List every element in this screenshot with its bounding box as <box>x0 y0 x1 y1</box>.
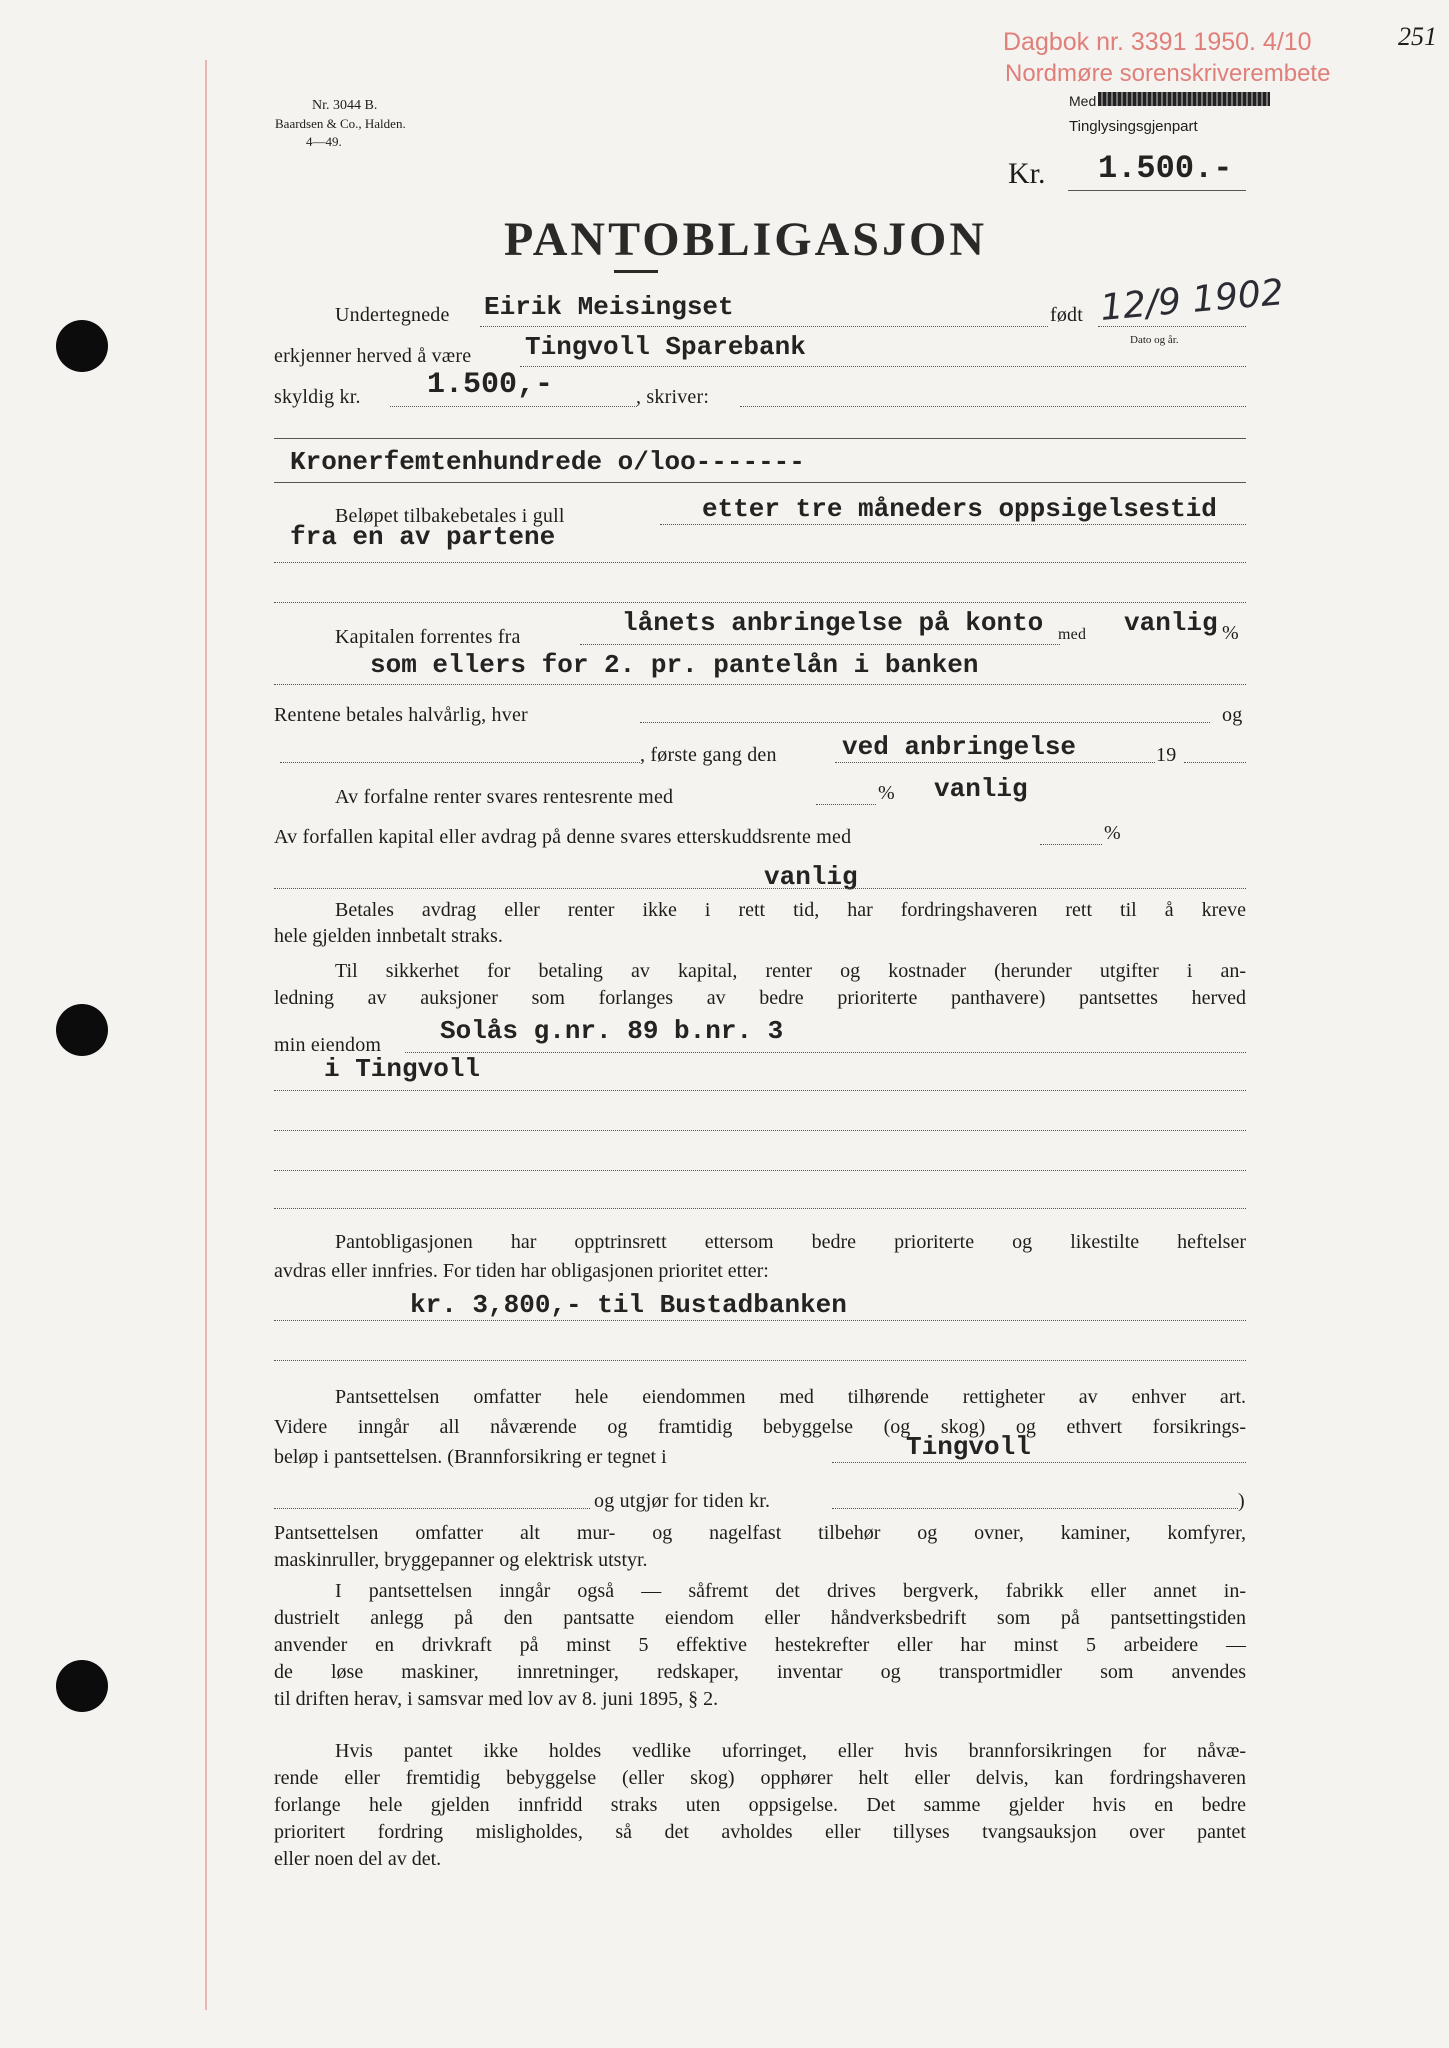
owe-label: skyldig kr. <box>274 386 361 408</box>
punch-hole <box>56 320 108 372</box>
text-line: Betales avdrag eller renter ikke i rett tid, har fordringshaveren rett til å kreve <box>335 899 1246 921</box>
repay-label: Beløpet tilbakebetales i gull <box>335 505 565 527</box>
kr-label: Kr. <box>1008 157 1046 190</box>
text-line: anvender en drivkraft på minst 5 effektive hestekrefter eller har minst 5 arbeidere — <box>274 1634 1246 1656</box>
field-line <box>1184 762 1246 763</box>
field-line <box>580 644 1060 645</box>
text-line: Til sikkerhet for betaling av kapital, renter og kostnader (herunder utgifter i an- <box>335 960 1246 982</box>
document-title: PANTOBLIGASJON <box>504 213 987 266</box>
journal-stamp: Dagbok nr. 3391 1950. 4/10 <box>1003 28 1312 56</box>
field-line <box>274 1320 1246 1321</box>
field-line <box>274 1170 1246 1171</box>
percent-sign: % <box>1222 622 1239 644</box>
text-line: maskinruller, bryggepanner og elektrisk utstyr. <box>274 1549 648 1571</box>
born-label: født <box>1050 304 1084 326</box>
overdue-interest-value: vanlig <box>934 774 1028 804</box>
first-time-label: , første gang den <box>640 744 777 766</box>
page-number: 251 <box>1398 22 1437 51</box>
interest-note: som ellers for 2. pr. pantelån i banken <box>370 650 979 680</box>
insurance-value-label: og utgjør for tiden kr. <box>594 1490 771 1512</box>
printer-date: 4—49. <box>306 134 342 149</box>
text-line: til driften herav, i samsvar med lov av 8. juni 1895, § 2. <box>274 1688 719 1710</box>
text-line: Pantsettelsen omfatter hele eiendommen med tilhørende rettigheter av enhver art. <box>335 1386 1246 1408</box>
field-line <box>274 684 1246 685</box>
field-line <box>274 438 1246 439</box>
security-clause <box>274 958 1246 1012</box>
half-yearly-label: Rentene betales halvårlig, hver <box>274 704 528 726</box>
includes-clause <box>274 1382 1246 1472</box>
property-municipality: i Tingvoll <box>324 1054 481 1084</box>
field-line <box>274 888 1246 889</box>
text-line: eller noen del av det. <box>274 1848 442 1870</box>
og-label: og <box>1222 704 1243 726</box>
field-line <box>660 524 1246 525</box>
text-line: rende eller fremtidig bebyggelse (eller skog) opphører helt eller delvis, kan fordringshaveren <box>274 1767 1246 1789</box>
field-line <box>835 762 1155 763</box>
field-line <box>274 1090 1246 1091</box>
year-prefix: 19 <box>1156 744 1177 766</box>
date-caption: Dato og år. <box>1130 334 1179 346</box>
overdue-capital-value: vanlig <box>764 862 858 892</box>
field-line <box>832 1508 1238 1509</box>
printer-name: Baardsen & Co., Halden. <box>275 116 406 131</box>
text-line: de løse maskiner, innretninger, redskaper, inventar og transportmidler som anvendes <box>274 1661 1246 1683</box>
property-label: min eiendom <box>274 1034 382 1056</box>
priority-value: kr. 3,800,- til Bustadbanken <box>410 1290 847 1320</box>
form-number: Nr. 3044 B. <box>312 98 378 113</box>
late-payment-clause <box>274 897 1246 949</box>
interest-from-value: lånets anbringelse på konto <box>622 608 1044 638</box>
repay-terms: etter tre måneders oppsigelsestid <box>702 494 1217 524</box>
text-line: ledning av auksjoner som forlanges av bedre prioriterte panthavere) pantsettes herved <box>274 987 1246 1009</box>
header-amount: 1.500.- <box>1098 150 1233 187</box>
field-line <box>832 1462 1246 1463</box>
debtor-name: Eirik Meisingset <box>484 292 734 322</box>
text-line: dustrielt anlegg på den pantsatte eiendom eller håndverksbedrift som på pantsettingstiden <box>274 1607 1246 1629</box>
copy-label: Tinglysingsgjenpart <box>1069 118 1198 135</box>
margin-rule <box>205 60 207 2010</box>
owe-amount: 1.500,- <box>427 368 554 402</box>
insurance-company: Tingvoll <box>906 1432 1031 1462</box>
field-line <box>390 406 637 407</box>
text-line: Pantobligasjonen har opptrinsrett ettersom bedre prioriterte og likestilte heftelser <box>335 1231 1246 1253</box>
acknowledge-label: erkjenner herved å være <box>274 345 472 367</box>
field-line <box>274 1508 590 1509</box>
property-value: Solås g.nr. 89 b.nr. 3 <box>440 1016 784 1046</box>
creditor-name: Tingvoll Sparebank <box>525 332 806 362</box>
fixtures-clause <box>274 1520 1246 1574</box>
text-line: avdras eller innfries. For tiden har obligasjonen prioritet etter: <box>274 1260 769 1282</box>
field-line <box>520 366 1246 367</box>
field-line <box>740 406 1246 407</box>
interest-from-label: Kapitalen forrentes fra <box>335 626 521 648</box>
amount-in-words: Kronerfemtenhundrede o/loo------- <box>290 447 805 477</box>
field-line <box>480 326 1048 327</box>
industry-clause <box>274 1578 1246 1713</box>
birth-date: 12/9 1902 <box>1098 272 1286 329</box>
title-rule <box>614 270 658 273</box>
closing-paren: ) <box>1238 1490 1245 1512</box>
field-line <box>274 1208 1246 1209</box>
text-line: beløp i pantsettelsen. (Brannforsikring er tegnet i <box>274 1446 667 1468</box>
text-line: I pantsettelsen inngår også — såfremt det drives bergverk, fabrikk eller annet in- <box>335 1580 1246 1602</box>
repay-terms-cont: fra en av partene <box>290 522 556 552</box>
punch-hole <box>56 1004 108 1056</box>
field-line <box>405 1052 1246 1053</box>
field-line <box>640 722 1210 723</box>
field-line <box>274 1360 1246 1361</box>
field-line <box>280 762 640 763</box>
overdue-interest-label: Av forfalne renter svares rentesrente med <box>335 786 674 808</box>
med-label-2: med <box>1058 626 1087 643</box>
writes-label: , skriver: <box>636 386 710 408</box>
priority-clause <box>274 1228 1246 1286</box>
field-line <box>274 602 1246 603</box>
field-line <box>1098 326 1246 327</box>
percent-sign-2: % <box>878 782 895 804</box>
punch-hole <box>56 1660 108 1712</box>
field-line <box>274 1130 1246 1131</box>
text-line: Videre inngår all nåværende og framtidig bebyggelse (og skog) og ethvert forsikrings- <box>274 1416 1246 1438</box>
text-line: prioritert fordring misligholdes, så det avholdes eller tillyses tvangsauksjon over pantet <box>274 1821 1246 1843</box>
text-line: forlange hele gjelden innfridd straks uten oppsigelse. Det samme gjelder hvis en bedre <box>274 1794 1246 1816</box>
struck-out-text <box>1098 92 1270 106</box>
med-label: Med <box>1069 93 1097 109</box>
first-time-value: ved anbringelse <box>842 732 1077 762</box>
amount-underline <box>1068 190 1246 191</box>
court-stamp: Nordmøre sorenskriverembete <box>1005 60 1331 87</box>
percent-sign-3: % <box>1104 822 1121 844</box>
overdue-capital-label: Av forfallen kapital eller avdrag på denne svares etterskuddsrente med <box>274 826 852 848</box>
text-line: Hvis pantet ikke holdes vedlike uforringet, eller hvis brannforsikringen for nåvæ- <box>335 1740 1246 1762</box>
undersigned-label: Undertegnede <box>335 304 450 326</box>
field-line <box>274 482 1246 483</box>
field-line <box>1040 844 1102 845</box>
field-line <box>274 562 1246 563</box>
text-line: Pantsettelsen omfatter alt mur- og nagelfast tilbehør og ovner, kaminer, komfyrer, <box>274 1522 1246 1544</box>
maintenance-clause <box>274 1738 1246 1873</box>
field-line <box>816 804 876 805</box>
text-line: hele gjelden innbetalt straks. <box>274 925 503 947</box>
interest-rate: vanlig <box>1124 608 1218 638</box>
